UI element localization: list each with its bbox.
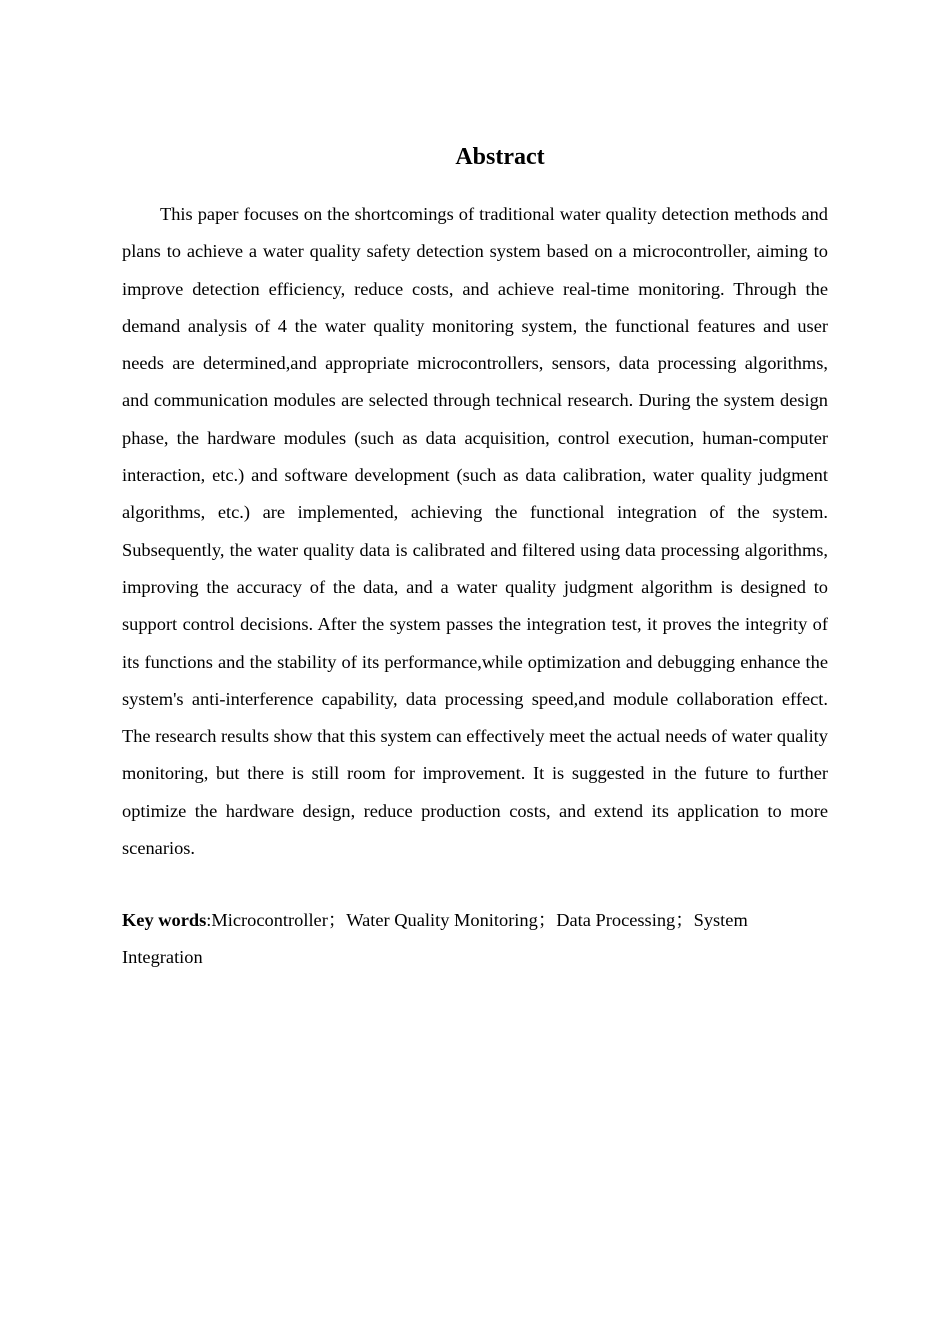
- abstract-title: Abstract: [455, 144, 545, 170]
- keywords-line: [122, 902, 802, 977]
- abstract-paragraph: This paper focuses on the shortcomings of traditional water quality detection methods and plans to achieve a water quality safety detection system based on a microcontroller, aiming to improve detection efficiency, reduce costs, and achieve real-time monitoring. Through the demand analysis of 4 the water quality monitoring system, the functional features and user needs are determined,and appropriate microcontrollers, sensors, data processing algorithms, and communication modules are selected through technical research. During the system design phase, the hardware modules (such as data acquisition, control execution, human-computer interaction, etc.) and software development (such as data calibration, water quality judgment algorithms, etc.) are implemented, achieving the functional integration of the system. Subsequently, the water quality data is calibrated and filtered using data processing algorithms, improving the accuracy of the data, and a water quality judgment algorithm is designed to support control decisions. After the system passes the integration test, it proves the integrity of its functions and the stability of its performance,while optimization and debugging enhance the system's anti-interference capability, data processing speed,and module collaboration effect. The research results show that this system can effectively meet the actual needs of water quality monitoring, but there is still room for improvement. It is suggested in the future to further optimize the hardware design, reduce production costs, and extend its application to more scenarios.: [122, 204, 828, 859]
- keywords-label: Key words: [122, 910, 207, 930]
- keywords-list: :Microcontroller；Water Quality Monitoring；Data Processing；System Integration: [122, 910, 748, 968]
